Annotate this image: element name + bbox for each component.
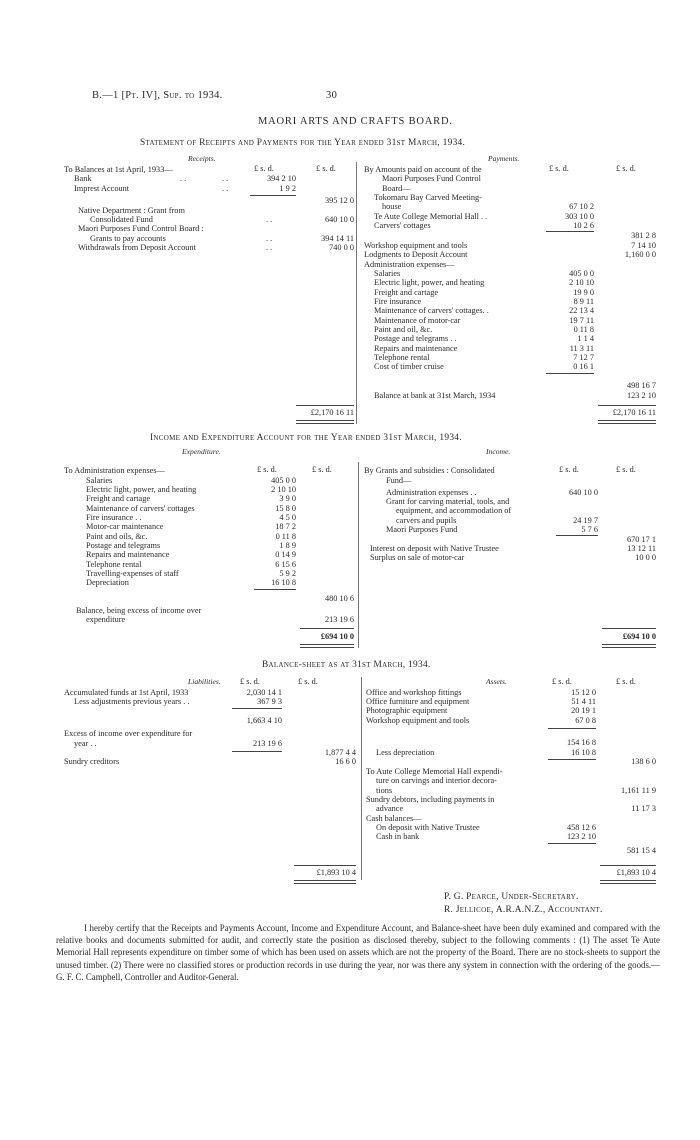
expenditure-line: Maintenance of carvers' cottages bbox=[86, 504, 195, 513]
currency-header: £ s. d. bbox=[549, 164, 569, 173]
amount: 0 11 8 bbox=[573, 325, 594, 334]
amount: 367 9 3 bbox=[257, 697, 282, 706]
payments-line: Salaries bbox=[374, 269, 401, 278]
currency-header: £ s. d. bbox=[257, 465, 277, 474]
amount: 24 19 7 bbox=[573, 516, 598, 525]
amount: 4 5 0 bbox=[279, 513, 296, 522]
column-divider bbox=[361, 677, 362, 880]
income-total: £694 10 0 bbox=[622, 632, 656, 641]
expenditure-line: Balance, being excess of income over bbox=[76, 606, 202, 615]
liabilities-line: Sundry creditors bbox=[64, 757, 120, 766]
amount: 213 19 6 bbox=[252, 739, 282, 748]
amount: 154 16 8 bbox=[566, 738, 596, 747]
receipts-line: Grants to pay accounts bbox=[90, 234, 166, 243]
subtotal-rule bbox=[250, 195, 296, 196]
payments-total: £2,170 16 11 bbox=[612, 408, 656, 417]
amount: 10 2 6 bbox=[573, 221, 594, 230]
subtotal-rule bbox=[548, 728, 596, 729]
expenditure-line: Telephone rental bbox=[86, 560, 142, 569]
amount: 394 14 11 bbox=[321, 234, 354, 243]
expenditure-line: Fire insurance . . bbox=[86, 513, 142, 522]
amount: 1 8 9 bbox=[279, 541, 296, 550]
expenditure-line: Motor-car maintenance bbox=[86, 522, 164, 531]
double-rule bbox=[300, 644, 354, 648]
signature-accountant: R. Jellicoe, A.R.A.N.Z., Accountant. bbox=[444, 905, 603, 915]
payments-line: Freight and cartage bbox=[374, 288, 439, 297]
total-rule bbox=[602, 628, 656, 629]
assets-line: advance bbox=[376, 804, 404, 813]
amount: 581 15 4 bbox=[626, 846, 656, 855]
payments-line: Paint and oil, &c. bbox=[374, 325, 433, 334]
amount: 1,663 4 10 bbox=[246, 716, 282, 725]
audit-certificate: I hereby certify that the Receipts and Payments Account, Income and Expenditure Account, and Balance-sheet have been duly examined and compared with the relative books and documents submitted for audit, and correctly state the position as disclosed thereby, subject to the following comments : (1) The asset Te Aute Memorial Hall represents expenditure on timber some of which has been used on assets which are not the property of the Board. There are no stock-sheets to support the unused timber. (2) There were no classified stores or production records in use during the year, nor was there any system in connection with the ordering of the goods.—G. F. C. Campbell, Controller and Auditor-General. bbox=[56, 923, 660, 982]
income-line: Maori Purposes Fund bbox=[386, 525, 458, 534]
payments-line: By Amounts paid on account of the bbox=[364, 165, 482, 174]
amount: 2 10 10 bbox=[271, 485, 296, 494]
payments-line: Maori Purposes Fund Control bbox=[382, 174, 481, 183]
amount: 640 10 0 bbox=[568, 488, 598, 497]
amount: 381 2 8 bbox=[631, 231, 656, 240]
amount: 640 10 0 bbox=[324, 215, 354, 224]
amount: 480 10 6 bbox=[324, 594, 354, 603]
payments-line: Repairs and maintenance bbox=[374, 344, 458, 353]
receipts-label: Receipts. bbox=[188, 154, 216, 163]
income-line: Fund— bbox=[386, 476, 412, 485]
amount: 1 9 2 bbox=[279, 184, 296, 193]
assets-line: tions bbox=[376, 786, 393, 795]
amount: 1,160 0 0 bbox=[624, 250, 656, 259]
receipts-line: Imprest Account bbox=[74, 184, 130, 193]
payments-line: Workshop equipment and tools bbox=[364, 241, 468, 250]
assets-label: Assets. bbox=[486, 677, 507, 686]
assets-line: Cash in bank bbox=[376, 832, 420, 841]
amount: 740 0 0 bbox=[329, 243, 354, 252]
amount: 11 17 3 bbox=[631, 804, 656, 813]
amount: 458 12 6 bbox=[566, 823, 596, 832]
amount: 6 15 6 bbox=[275, 560, 296, 569]
amount: 15 12 0 bbox=[571, 688, 596, 697]
amount: 213 19 6 bbox=[324, 615, 354, 624]
currency-header: £ s. d. bbox=[312, 465, 332, 474]
subtotal-rule bbox=[232, 751, 282, 752]
assets-line: Less depreciation bbox=[376, 748, 435, 757]
amount: 19 9 0 bbox=[573, 288, 594, 297]
expenditure-label: Expenditure. bbox=[182, 447, 221, 456]
leader-dots: . . bbox=[266, 215, 273, 224]
amount: 5 7 6 bbox=[581, 525, 598, 534]
subtotal-rule bbox=[556, 535, 598, 536]
expenditure-line: Electric light, power, and heating bbox=[86, 485, 197, 494]
expenditure-total: £694 10 0 bbox=[320, 632, 354, 641]
currency-header: £ s. d. bbox=[316, 164, 336, 173]
receipts-line: Maori Purposes Fund Control Board : bbox=[78, 224, 204, 233]
page-number: 30 bbox=[326, 90, 338, 101]
income-line: carvers and pupils bbox=[396, 516, 457, 525]
amount: 1,877 4 4 bbox=[324, 748, 356, 757]
payments-line: Balance at bank at 31st March, 1934 bbox=[374, 391, 496, 400]
amount: 1 1 4 bbox=[577, 334, 594, 343]
subtotal-rule bbox=[546, 373, 594, 374]
liabilities-label: Liabilities. bbox=[188, 677, 221, 686]
currency-header: £ s. d. bbox=[559, 465, 579, 474]
assets-line: ture on carvings and interior decora- bbox=[376, 776, 497, 785]
amount: 394 2 10 bbox=[266, 174, 296, 183]
subtotal-rule bbox=[254, 589, 296, 590]
amount: 303 10 0 bbox=[564, 212, 594, 221]
income-label: Income. bbox=[486, 447, 511, 456]
expenditure-line: To Administration expenses— bbox=[64, 466, 165, 475]
income-line: Interest on deposit with Native Trustee bbox=[370, 544, 499, 553]
payments-line: Board— bbox=[382, 184, 411, 193]
payments-line: Cost of timber cruise bbox=[374, 362, 444, 371]
income-line: equipment, and accommodation of bbox=[396, 506, 512, 515]
receipts-total: £2,170 16 11 bbox=[310, 408, 354, 417]
subtotal-rule bbox=[548, 843, 596, 844]
receipts-line: To Balances at 1st April, 1933— bbox=[64, 165, 173, 174]
amount: 0 14 9 bbox=[275, 550, 296, 559]
subtotal-rule bbox=[548, 759, 596, 760]
amount: 67 0 8 bbox=[575, 716, 596, 725]
total-rule bbox=[600, 865, 656, 866]
liabilities-total: £1,893 10 4 bbox=[316, 868, 356, 877]
currency-header: £ s. d. bbox=[616, 465, 636, 474]
subtotal-rule bbox=[546, 231, 594, 232]
amount: 22 13 4 bbox=[569, 306, 594, 315]
expenditure-line: Freight and cartage bbox=[86, 494, 151, 503]
board-title: MAORI ARTS AND CRAFTS BOARD. bbox=[258, 116, 453, 127]
amount: 16 10 8 bbox=[271, 578, 296, 587]
liabilities-line: year . . bbox=[74, 739, 97, 748]
amount: 395 12 0 bbox=[324, 196, 354, 205]
amount: 1,161 11 9 bbox=[621, 786, 656, 795]
payments-line: Tokomaru Bay Carved Meeting- bbox=[374, 193, 482, 202]
receipts-line: Withdrawals from Deposit Account bbox=[78, 243, 196, 252]
amount: 498 16 7 bbox=[626, 381, 656, 390]
amount: 123 2 10 bbox=[626, 391, 656, 400]
double-rule bbox=[600, 880, 656, 884]
expenditure-line: Salaries bbox=[86, 476, 113, 485]
amount: 0 16 1 bbox=[573, 362, 594, 371]
currency-header: £ s. d. bbox=[298, 677, 318, 686]
payments-line: Te Aute College Memorial Hall . . bbox=[374, 212, 488, 221]
double-rule bbox=[296, 420, 354, 424]
leader-dots: . . bbox=[222, 184, 229, 193]
liabilities-line: Excess of income over expenditure for bbox=[64, 729, 193, 738]
receipts-line: Consolidated Fund bbox=[90, 215, 153, 224]
expenditure-line: Depreciation bbox=[86, 578, 129, 587]
double-rule bbox=[602, 644, 656, 648]
assets-line: Photographic equipment bbox=[366, 706, 448, 715]
amount: 16 10 8 bbox=[571, 748, 596, 757]
income-expenditure-title: Income and Expenditure Account for the Year ended 31st March, 1934. bbox=[150, 433, 462, 443]
leader-dots: . . bbox=[222, 174, 229, 183]
amount: 7 12 7 bbox=[573, 353, 594, 362]
payments-line: Electric light, power, and heating bbox=[374, 278, 485, 287]
leader-dots: . . bbox=[266, 243, 273, 252]
receipts-line: Native Department : Grant from bbox=[78, 206, 185, 215]
liabilities-line: Less adjustments previous years . . bbox=[74, 697, 190, 706]
assets-line: Office furniture and equipment bbox=[366, 697, 470, 706]
assets-line: To Aute College Memorial Hall expendi- bbox=[366, 767, 503, 776]
amount: 2 10 10 bbox=[569, 278, 594, 287]
document-reference: B.—1 [Pt. IV], Sup. to 1934. bbox=[92, 90, 223, 101]
expenditure-line: Repairs and maintenance bbox=[86, 550, 170, 559]
amount: 5 9 2 bbox=[279, 569, 296, 578]
expenditure-line: Paint and oils, &c. bbox=[86, 532, 148, 541]
assets-total: £1,893 10 4 bbox=[616, 868, 656, 877]
payments-line: Postage and telegrams . . bbox=[374, 334, 457, 343]
leader-dots: . . bbox=[180, 174, 187, 183]
leader-dots: . . bbox=[266, 234, 273, 243]
balance-sheet-title: Balance-sheet as at 31st March, 1934. bbox=[262, 660, 431, 670]
receipts-line: Bank bbox=[74, 174, 92, 183]
amount: 51 4 11 bbox=[571, 697, 596, 706]
double-rule bbox=[598, 420, 656, 424]
column-divider bbox=[356, 162, 357, 424]
column-divider bbox=[358, 462, 359, 648]
amount: 2,030 14 1 bbox=[246, 688, 282, 697]
amount: 18 7 2 bbox=[275, 522, 296, 531]
currency-header: £ s. d. bbox=[616, 164, 636, 173]
assets-line: Office and workshop fittings bbox=[366, 688, 462, 697]
subtotal-rule bbox=[232, 708, 282, 709]
amount: 16 6 0 bbox=[335, 757, 356, 766]
amount: 123 2 10 bbox=[566, 832, 596, 841]
total-rule bbox=[296, 405, 354, 406]
liabilities-line: Accumulated funds at 1st April, 1933 bbox=[64, 688, 189, 697]
payments-line: Carvers' cottages bbox=[374, 221, 431, 230]
amount: 7 14 10 bbox=[631, 241, 656, 250]
assets-line: Cash balances— bbox=[366, 814, 422, 823]
amount: 138 6 0 bbox=[631, 757, 656, 766]
total-rule bbox=[294, 865, 356, 866]
payments-line: Lodgments to Deposit Account bbox=[364, 250, 468, 259]
expenditure-line: Travelling-expenses of staff bbox=[86, 569, 179, 578]
payments-line: house bbox=[382, 202, 402, 211]
assets-line: On deposit with Native Trustee bbox=[376, 823, 480, 832]
amount: 8 9 11 bbox=[573, 297, 594, 306]
income-line: Grant for carving material, tools, and bbox=[386, 497, 510, 506]
amount: 19 7 11 bbox=[569, 316, 594, 325]
currency-header: £ s. d. bbox=[552, 677, 572, 686]
currency-header: £ s. d. bbox=[616, 677, 636, 686]
amount: 670 17 1 bbox=[626, 535, 656, 544]
payments-line: Telephone rental bbox=[374, 353, 430, 362]
total-rule bbox=[598, 405, 656, 406]
amount: 13 12 11 bbox=[627, 544, 656, 553]
income-line: By Grants and subsidies : Consolidated bbox=[364, 466, 495, 475]
currency-header: £ s. d. bbox=[240, 677, 260, 686]
payments-line: Administration expenses— bbox=[364, 260, 455, 269]
amount: 0 11 8 bbox=[275, 532, 296, 541]
amount: 15 8 0 bbox=[275, 504, 296, 513]
payments-label: Payments. bbox=[488, 154, 520, 163]
double-rule bbox=[294, 880, 356, 884]
payments-line: Fire insurance bbox=[374, 297, 422, 306]
signature-under-secretary: P. G. Pearce, Under-Secretary. bbox=[444, 892, 579, 902]
income-line: Administration expenses . . bbox=[386, 488, 477, 497]
payments-line: Maintenance of carvers' cottages. . bbox=[374, 306, 489, 315]
total-rule bbox=[300, 628, 354, 629]
amount: 3 9 0 bbox=[279, 494, 296, 503]
currency-header: £ s. d. bbox=[254, 164, 274, 173]
amount: 20 19 1 bbox=[571, 706, 596, 715]
amount: 405 0 0 bbox=[271, 476, 296, 485]
amount: 10 0 0 bbox=[635, 553, 656, 562]
amount: 11 3 11 bbox=[569, 344, 594, 353]
assets-line: Workshop equipment and tools bbox=[366, 716, 470, 725]
amount: 67 10 2 bbox=[569, 202, 594, 211]
payments-line: Maintenance of motor-car bbox=[374, 316, 461, 325]
income-line: Surplus on sale of motor-car bbox=[370, 553, 465, 562]
expenditure-line: expenditure bbox=[86, 615, 126, 624]
receipts-payments-title: Statement of Receipts and Payments for the Year ended 31st March, 1934. bbox=[140, 138, 466, 148]
assets-line: Sundry debtors, including payments in bbox=[366, 795, 495, 804]
expenditure-line: Postage and telegrams bbox=[86, 541, 161, 550]
amount: 405 0 0 bbox=[569, 269, 594, 278]
